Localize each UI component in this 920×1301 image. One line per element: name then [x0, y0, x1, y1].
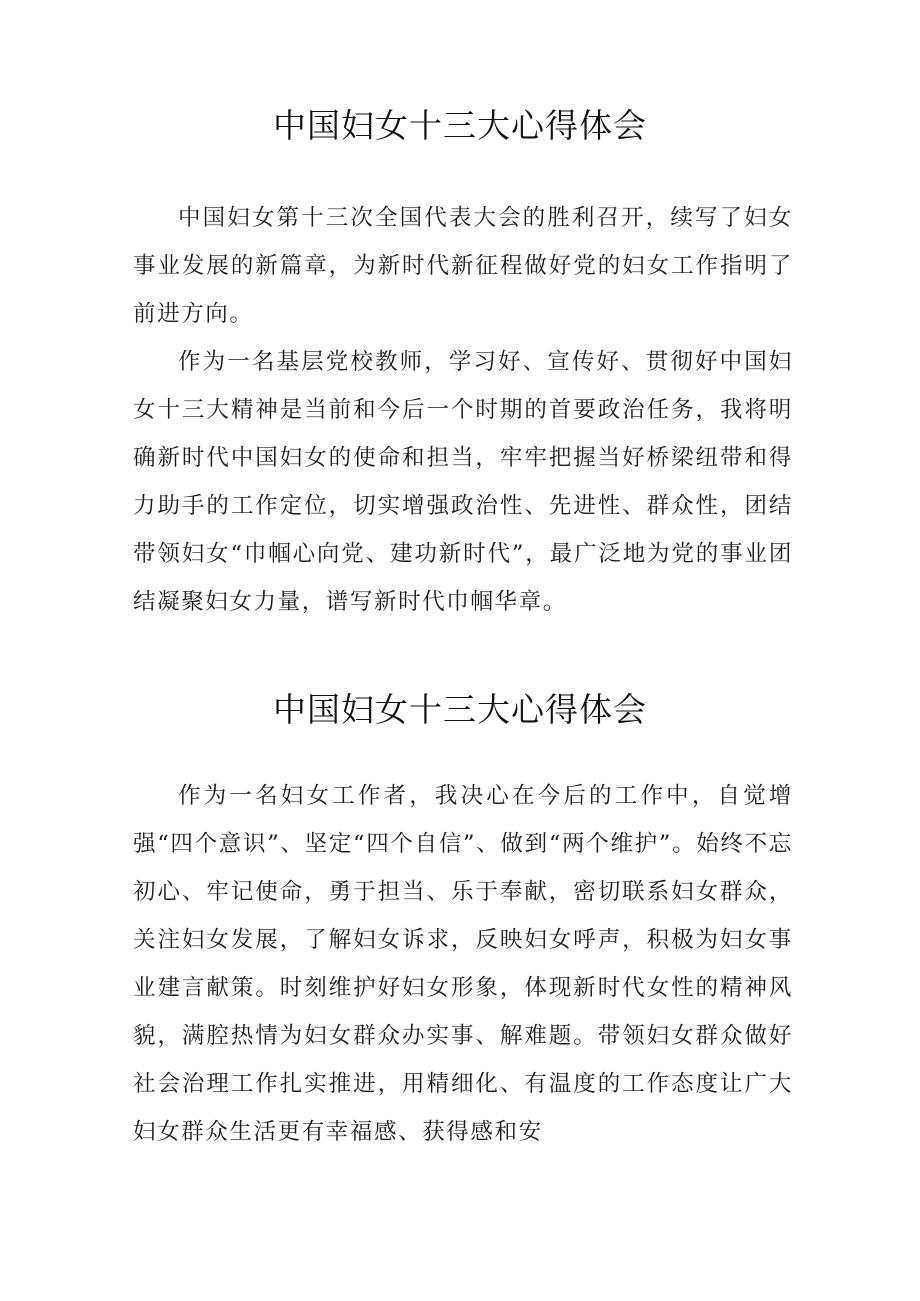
- body-paragraph: 中国妇女第十三次全国代表大会的胜利召开，续写了妇女事业发展的新篇章，为新时代新征程做好党的妇女工作指明了前进方向。: [133, 205, 793, 327]
- section-title: 中国妇女十三大心得体会: [273, 106, 647, 145]
- body-paragraph: 作为一名妇女工作者，我决心在今后的工作中，自觉增强“四个意识”、坚定“四个自信”、做到“两个维护”。始终不忘初心、牢记使命，勇于担当、乐于奉献，密切联系妇女群众，关注妇女发展，了解妇女诉求，反映妇女呼声，积极为妇女事业建言献策。时刻维护好妇女形象，体现新时代女性的精神风貌，满腔热情为妇女群众办实事、解难题。带领妇女群众做好社会治理工作扎实推进，用精细化、有温度的工作态度让广大妇女群众生活更有幸福感、获得感和安: [133, 783, 793, 1145]
- section-title: 中国妇女十三大心得体会: [273, 690, 647, 729]
- body-paragraph: 作为一名基层党校教师，学习好、宣传好、贯彻好中国妇女十三大精神是当前和今后一个时期的首要政治任务，我将明确新时代中国妇女的使命和担当，牢牢把握当好桥梁纽带和得力助手的工作定位，切实增强政治性、先进性、群众性，团结带领妇女“巾帼心向党、建功新时代”，最广泛地为党的事业团结凝聚妇女力量，谱写新时代巾帼华章。: [133, 349, 793, 615]
